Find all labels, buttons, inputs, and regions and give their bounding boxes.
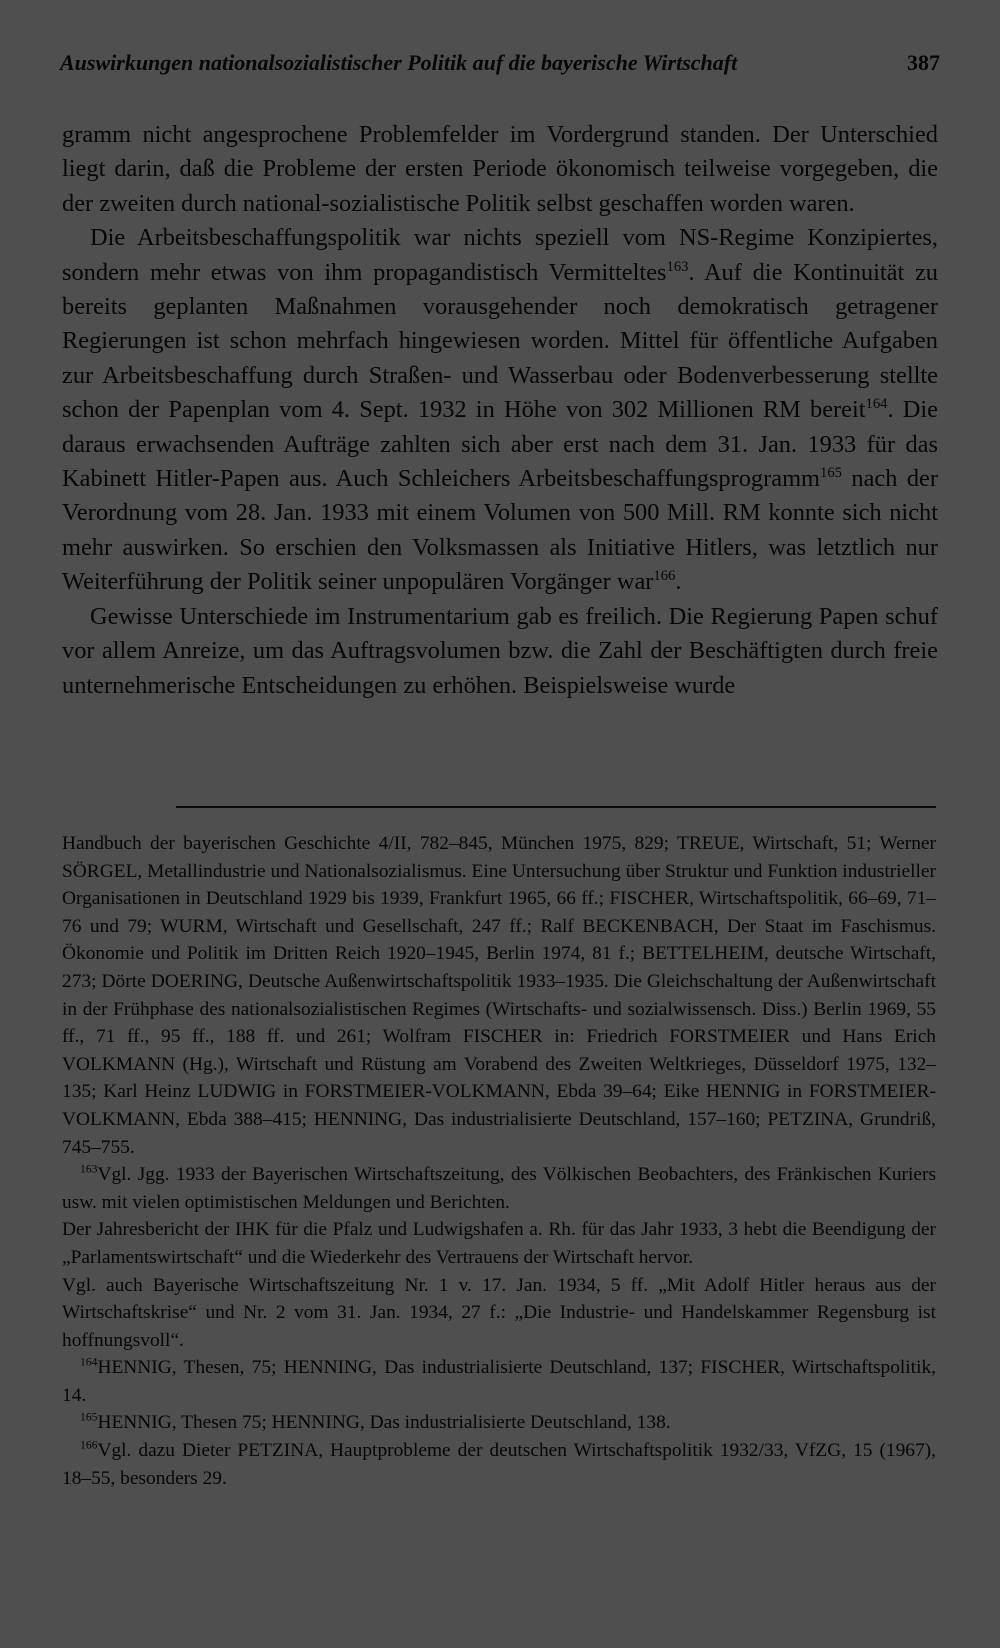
footnote-divider [176, 806, 936, 808]
paragraph-1: gramm nicht angesprochene Problemfelder im Vordergrund standen. Der Unterschied liegt darin, daß die Probleme der ersten Periode ökonomisch teilweise vorgegeben, die der zweiten durch national-sozialistische Politik selbst geschaffen worden waren. [62, 121, 938, 217]
footnote-number-164: 164 [80, 1355, 98, 1369]
footnote-continued: Handbuch der bayerischen Geschichte 4/II, 782–845, München 1975, 829; TREUE, Wirtschaft, 51; Werner SÖRGEL, Metallindustrie und Nationalsozialismus. Eine Untersuchung über Struktur und Funktion industrieller Organisationen in Deutschland 1929 bis 1939, Frankfurt 1965, 66 ff.; FISCHER, Wirtschaftspolitik, 66–69, 71–76 und 79; WURM, Wirtschaft und Gesellschaft, 247 ff.; Ralf BECKENBACH, Der Staat im Faschismus. Ökonomie und Politik im Dritten Reich 1920–1945, Berlin 1974, 81 f.; BETTELHEIM, deutsche Wirtschaft, 273; Dörte DOERING, Deutsche Außenwirtschaftspolitik 1933–1935. Die Gleichschaltung der Außenwirtschaft in der Frühphase des nationalsozialistischen Regimes (Wirtschafts- und sozialwissensch. Diss.) Berlin 1969, 55 ff., 71 ff., 95 ff., 188 ff. und 261; Wolfram FISCHER in: Friedrich FORSTMEIER und Hans Erich VOLKMANN (Hg.), Wirtschaft und Rüstung am Vorabend des Zweiten Weltkrieges, Düsseldorf 1975, 132–135; Karl Heinz LUDWIG in FORSTMEIER-VOLKMANN, Ebda 39–64; Eike HENNIG in FORSTMEIER-VOLKMANN, Ebda 388–415; HENNING, Das industrialisierte Deutschland, 157–160; PETZINA, Grundriß, 745–755. [62, 833, 936, 1158]
paragraph-2-text-c: . Die daraus erwachsenden Aufträge zahlten sich aber erst nach dem 31. Jan. 1933 für das Kabinett Hitler-Papen aus. Auch Schleichers Arbeitsbeschaffungsprogramm [62, 396, 938, 493]
footnote-ref-163: 163 [666, 258, 689, 275]
footnote-number-163: 163 [80, 1162, 98, 1176]
footnote-163-part-2: Der Jahresbericht der IHK für die Pfalz und Ludwigshafen a. Rh. für das Jahr 1933, 3 hebt die Beendigung der „Parlamentswirtschaft“ und die Wiederkehr des Vertrauens der Wirtschaft hervor. [62, 1219, 936, 1268]
paragraph-2-text-b: . Auf die Kontinuität zu bereits geplanten Maßnahmen vorausgehender noch demokratisch getragener Regierungen ist schon mehrfach hingewiesen worden. Mittel für öffentliche Aufgaben zur Arbeitsbeschaffung durch Straßen- und Wasserbau oder Bodenverbesserung stellte schon der Papenplan vom 4. Sept. 1932 in Höhe von 302 Millionen RM bereit [62, 258, 938, 424]
footnote-165 [62, 1409, 936, 1437]
footnote-164-text: HENNIG, Thesen, 75; HENNING, Das industrialisierte Deutschland, 137; FISCHER, Wirtschaftspolitik, 14. [62, 1357, 936, 1406]
footnote-166 [62, 1437, 936, 1492]
main-text [62, 118, 938, 703]
footnote-165-text: HENNIG, Thesen 75; HENNING, Das industrialisierte Deutschland, 138. [97, 1412, 671, 1434]
paragraph-3: Gewisse Unterschiede im Instrumentarium gab es freilich. Die Regierung Papen schuf vor allem Anreize, um das Auftragsvolumen bzw. die Zahl der Beschäftigten durch freie unternehmerische Entscheidungen zu erhöhen. Beispielsweise wurde [62, 602, 938, 699]
footnote-ref-166: 166 [653, 568, 676, 585]
footnote-ref-164: 164 [865, 396, 888, 413]
page-number: 387 [907, 50, 940, 75]
footnote-number-165: 165 [80, 1411, 98, 1424]
running-head [60, 50, 940, 76]
footnote-166-text: Vgl. dazu Dieter PETZINA, Hauptprobleme der deutschen Wirtschaftspolitik 1932/33, VfZG, 15 (1967), 18–55, besonders 29. [62, 1440, 936, 1489]
paragraph-2-text-a: Die Arbeitsbeschaffungspolitik war nichts speziell vom NS-Regime Konzipiertes, sondern mehr etwas von ihm propagandistisch Vermitteltes [62, 224, 938, 286]
footnote-163 [62, 1161, 936, 1216]
footnote-164 [62, 1354, 936, 1409]
footnote-ref-165: 165 [820, 464, 842, 481]
footnote-163-part-3: Vgl. auch Bayerische Wirtschaftszeitung Nr. 1 v. 17. Jan. 1934, 5 ff. „Mit Adolf Hitler heraus aus der Wirtschaftskrise“ und Nr. 2 vom 31. Jan. 1934, 27 f.: „Die Industrie- und Handelskammer Regensburg ist hoffnungsvoll“. [62, 1274, 936, 1351]
running-head-title: Auswirkungen nationalsozialistischer Politik auf die bayerische Wirtschaft [60, 50, 738, 75]
paragraph-2-text-d: nach der Verordnung vom 28. Jan. 1933 mit einem Volumen von 500 Mill. RM konnte sich nicht mehr auswirken. So erschien den Volksmassen als Initiative Hitlers, was letztlich nur Weiterführung der Politik seiner unpopulären Vorgänger war [62, 465, 938, 596]
paragraph-2 [62, 221, 938, 599]
paragraph-2-text-e: . [675, 568, 682, 596]
footnote-number-166: 166 [80, 1438, 98, 1452]
footnotes [62, 830, 936, 1492]
footnote-163-text: Vgl. Jgg. 1933 der Bayerischen Wirtschaftszeitung, des Völkischen Beobachters, des Fränkischen Kuriers usw. mit vielen optimistischen Meldungen und Berichten. [62, 1164, 936, 1213]
